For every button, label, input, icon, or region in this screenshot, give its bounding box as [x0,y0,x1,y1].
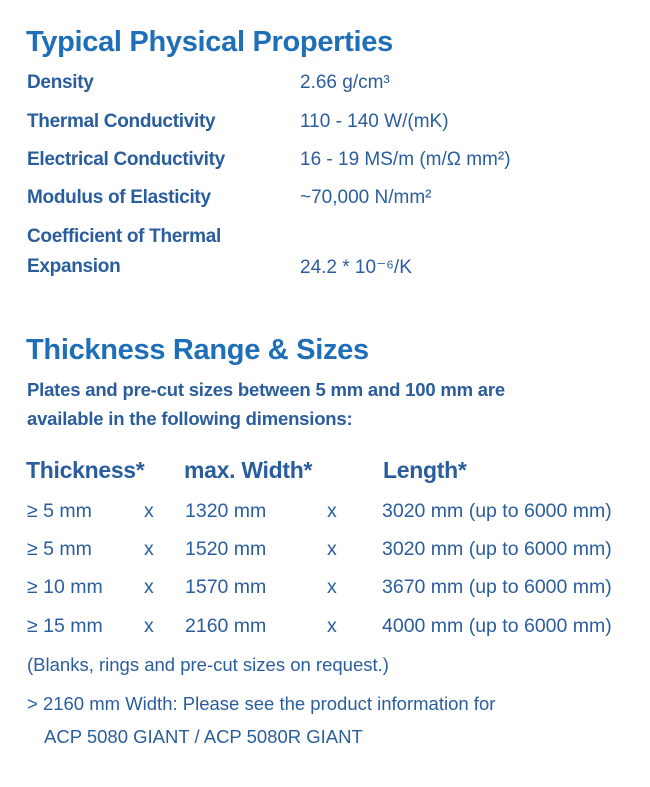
property-value-density: 2.66 g/cm³ [300,72,390,93]
row3-separator-2: x [327,576,337,598]
row1-length: 3020 mm (up to 6000 mm) [382,500,612,522]
intro-text-line1: Plates and pre-cut sizes between 5 mm and 100 mm are [27,379,505,400]
property-label-thermal-expansion-line2: Expansion [27,256,121,277]
header-length: Length* [383,457,467,483]
property-label-modulus-of-elasticity: Modulus of Elasticity [27,187,211,208]
thickness-range-title: Thickness Range & Sizes [26,334,369,366]
info-note-line2: ACP 5080 GIANT / ACP 5080R GIANT [44,726,363,747]
header-thickness: Thickness* [26,457,145,483]
property-label-thermal-conductivity: Thermal Conductivity [27,111,216,132]
row3-thickness: ≥ 10 mm [27,576,103,598]
row2-separator-1: x [144,538,154,560]
row1-width: 1320 mm [185,500,267,522]
physical-properties-title: Typical Physical Properties [26,26,393,58]
row2-length: 3020 mm (up to 6000 mm) [382,538,612,560]
property-value-modulus-of-elasticity: ~70,000 N/mm² [300,187,432,208]
intro-text-line2: available in the following dimensions: [27,408,353,429]
row4-width: 2160 mm [185,615,267,637]
property-value-thermal-expansion: 24.2 * 10⁻⁶/K [300,257,412,278]
row4-separator-1: x [144,615,154,637]
property-value-thermal-conductivity: 110 - 140 W/(mK) [300,111,449,132]
property-value-electrical-conductivity: 16 - 19 MS/m (m/Ω mm²) [300,149,511,170]
row2-thickness: ≥ 5 mm [27,538,92,560]
row3-width: 1570 mm [185,576,267,598]
row1-thickness: ≥ 5 mm [27,500,92,522]
row4-thickness: ≥ 15 mm [27,615,103,637]
request-note: (Blanks, rings and pre-cut sizes on request.) [27,654,389,675]
row3-separator-1: x [144,576,154,598]
row4-length: 4000 mm (up to 6000 mm) [382,615,612,637]
row1-separator-1: x [144,500,154,522]
info-note-line1: > 2160 mm Width: Please see the product information for [27,693,496,714]
row2-width: 1520 mm [185,538,267,560]
property-label-thermal-expansion-line1: Coefficient of Thermal [27,226,221,247]
row2-separator-2: x [327,538,337,560]
row1-separator-2: x [327,500,337,522]
property-label-density: Density [27,72,94,93]
row3-length: 3670 mm (up to 6000 mm) [382,576,612,598]
property-label-electrical-conductivity: Electrical Conductivity [27,149,225,170]
row4-separator-2: x [327,615,337,637]
header-max-width: max. Width* [184,457,313,483]
